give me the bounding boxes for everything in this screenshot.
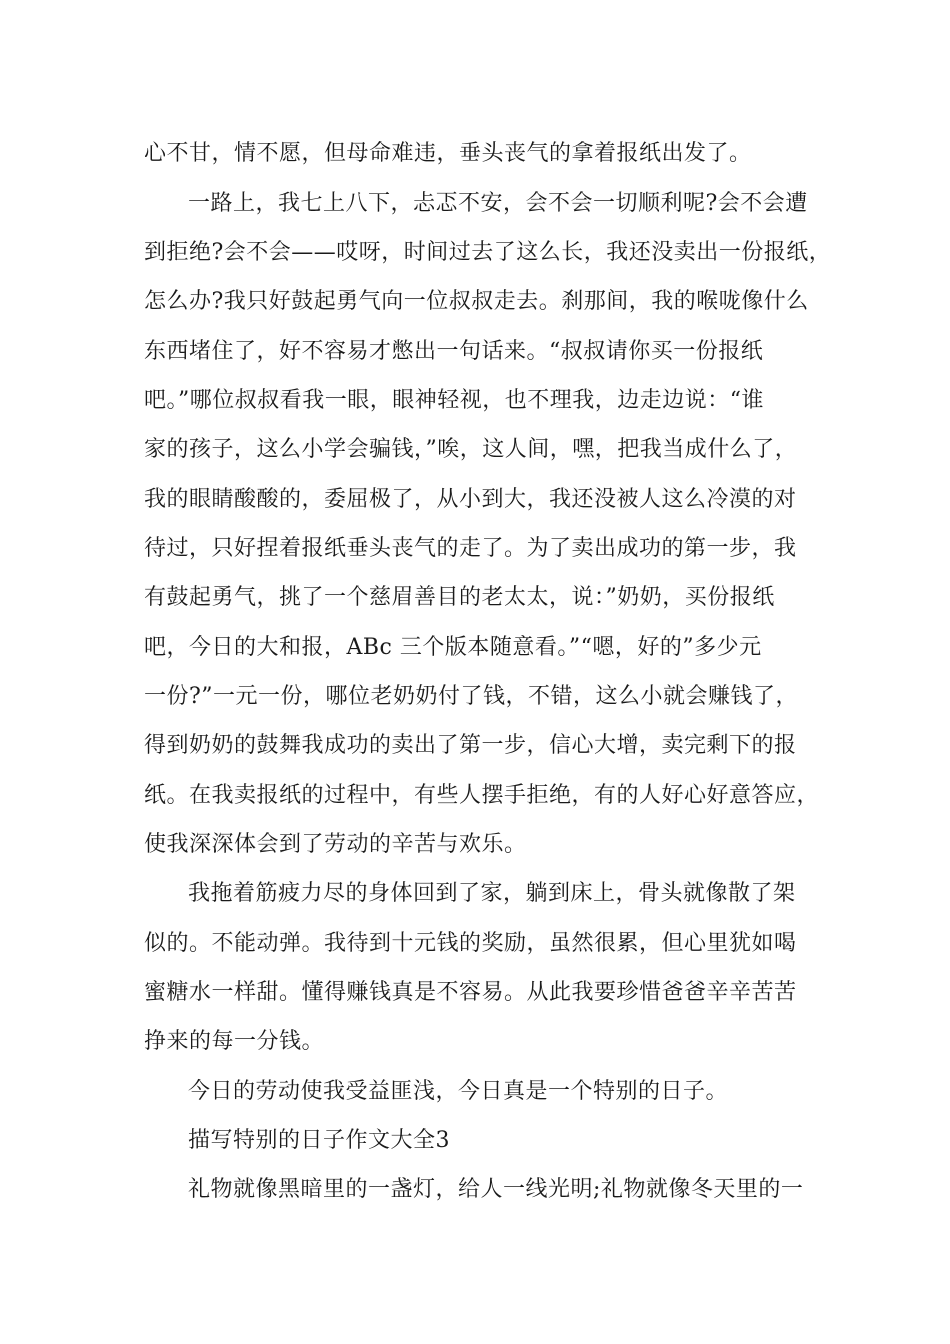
text-line: 得到奶奶的鼓舞我成功的卖出了第一步，信心大增，卖完剩下的报: [144, 733, 797, 758]
section-heading: 描写特别的日子作文大全3: [188, 1128, 450, 1153]
text-line: 吧，今日的大和报，ABc 三个版本随意看。”“嗯，好的”多少元: [144, 635, 762, 660]
text-line: 我拖着筋疲力尽的身体回到了家，躺到床上，骨头就像散了架: [188, 881, 796, 906]
text-line: 今日的劳动使我受益匪浅，今日真是一个特别的日子。: [188, 1079, 729, 1104]
text-line: 似的。不能动弹。我待到十元钱的奖励，虽然很累，但心里犹如喝: [144, 931, 797, 956]
text-line: 到拒绝?会不会——哎呀，时间过去了这么长，我还没卖出一份报纸，: [144, 240, 832, 265]
text-line: 一路上，我七上八下，忐忑不安，会不会一切顺利呢?会不会遭: [188, 191, 808, 216]
text-line: 东西堵住了，好不容易才憋出一句话来。“叔叔请你买一份报纸: [144, 339, 764, 364]
text-line: 我的眼睛酸酸的，委屈极了，从小到大，我还没被人这么冷漠的对: [144, 487, 797, 512]
text-line: 待过，只好捏着报纸垂头丧气的走了。为了卖出成功的第一步，我: [144, 536, 797, 561]
text-line: 使我深深体会到了劳动的辛苦与欢乐。: [144, 832, 527, 857]
text-line: 一份?”一元一份，哪位老奶奶付了钱，不错，这么小就会赚钱了，: [144, 684, 799, 709]
text-line: 怎么办?我只好鼓起勇气向一位叔叔走去。刹那间，我的喉咙像什么: [144, 289, 809, 314]
text-line: 有鼓起勇气，挑了一个慈眉善目的老太太，说：”奶奶，买份报纸: [144, 585, 775, 610]
text-line: 挣来的每一分钱。: [144, 1029, 325, 1054]
text-line: 礼物就像黑暗里的一盏灯，给人一线光明;礼物就像冬天里的一: [188, 1177, 804, 1202]
text-line: 吧。”哪位叔叔看我一眼，眼神轻视，也不理我，边走边说：“谁: [144, 388, 764, 413]
text-line: 家的孩子，这么小学会骗钱，”唉，这人间，嘿，把我当成什么了，: [144, 437, 798, 462]
text-line: 纸。在我卖报纸的过程中，有些人摆手拒绝，有的人好心好意答应，: [144, 783, 820, 808]
text-line: 蜜糖水一样甜。懂得赚钱真是不容易。从此我要珍惜爸爸辛辛苦苦: [144, 980, 797, 1005]
text-line: 心不甘，情不愿，但母命难违，垂头丧气的拿着报纸出发了。: [144, 141, 752, 166]
